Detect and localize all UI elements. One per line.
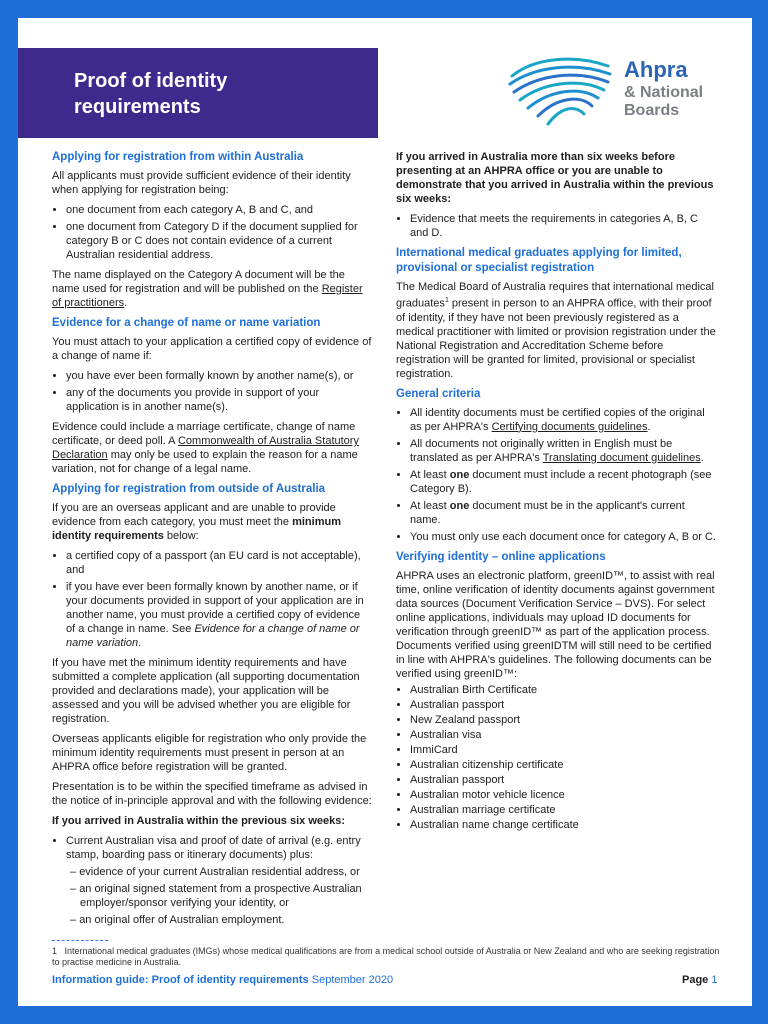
register-link[interactable]: Register of practitioners (52, 283, 363, 309)
footnote-divider (52, 940, 108, 941)
outside-list (52, 549, 372, 650)
visa-list (52, 834, 372, 927)
footnote (52, 946, 722, 968)
para-outside: If you are an overseas applicant and are unable to provide evidence from each category, you must meet the minimum identity requirements below: (52, 502, 341, 542)
greenid-documents-list (396, 683, 716, 832)
list-item: • Australian citizenship certificate (410, 758, 716, 772)
list-item: • if you have ever been formally known by another name, or if your documents provided in support of your application are in another name, you must provide a certified copy of evidence of a change in name. See Evidence for a change of name or name variation. (66, 580, 372, 650)
list-item: • Current Australian visa and proof of date of arrival (e.g. entry stamp, boarding pass or itinerary documents) plus: – evidence of your current Australian residential address, or – an original signed statement from a prospective Australian employer/sponsor verifying your identity, or – an original offer of Australian employment. (66, 834, 372, 927)
heading-img: International medical graduates applying for limited, provisional or specialist registration (396, 247, 682, 274)
ahpra-logo (504, 46, 734, 136)
para-evidence: Evidence could include a marriage certificate, change of name certificate, or deed poll. A Commonwealth of Australia Statutory Declaration may only be used to explain the reason for a name variation, not for change of a legal name. (52, 421, 359, 475)
list-item: • Australian visa (410, 728, 716, 742)
list-item: • New Zealand passport (410, 713, 716, 727)
para-within: All applicants must provide sufficient evidence of their identity when applying for registration being: (52, 170, 351, 196)
list-item: • one document from Category D if the document supplied for category B or C does not contain evidence of a current Australian residential address. (66, 220, 372, 262)
certifying-guidelines-link[interactable]: Certifying documents guidelines (491, 420, 648, 433)
page-title: Proof of identity requirements (74, 70, 228, 118)
page-number: Page 1 (682, 974, 718, 986)
para-verify: AHPRA uses an electronic platform, greenID™, to assist with real time, online verification of identity documents against government data sources (Document Verification Service – DVS). For select online applications, individuals may upload ID documents for verification through greenID™ as part of the application process. Documents verified using greenIDTM will still need to be certified in line with AHPRA's guidelines. The following documents can be verified using greenID™: (396, 569, 715, 680)
list-item: • Australian Birth Certificate (410, 683, 716, 697)
para-change: You must attach to your application a certified copy of evidence of a change of name if: (52, 336, 372, 362)
list-item: • you have ever been formally known by another name(s), or (66, 369, 372, 383)
change-list (52, 369, 372, 414)
footer-date: September 2020 (311, 974, 394, 986)
dash-list (66, 865, 372, 927)
list-item: • one document from each category A, B and C, and (66, 203, 372, 217)
heading-verifying-identity: Verifying identity – online applications (396, 550, 606, 563)
para-presentation: Presentation is to be within the specified timeframe as advised in the notice of in-principle approval and with the following evidence: (52, 781, 372, 807)
logo-mark-icon (504, 46, 616, 136)
para-more-six-weeks: If you arrived in Australia more than six weeks before presenting at an AHPRA office or you are unable to demonstrate that you arrived in Australia within the previous six weeks: (396, 151, 714, 205)
within-list (52, 203, 372, 262)
list-item: • At least one document must be in the applicant's current name. (410, 499, 716, 527)
dash-item: – an original offer of Australian employment. (80, 913, 372, 927)
list-item: • Australian motor vehicle licence (410, 788, 716, 802)
para-img: The Medical Board of Australia requires that international medical graduates$^1$ present in person to an AHPRA office, with their proof of identity, if they have not been previously registered as a medical practitioner with limited or provision registration under the National Registration and Accreditation Scheme before registration will be granted for limited, provisional or specialist registration. (396, 281, 716, 380)
list-item: • Australian passport (410, 698, 716, 712)
title-banner (18, 48, 378, 138)
statutory-declaration-link[interactable]: Commonwealth of Australia Statutory Declaration (52, 435, 359, 461)
list-item: • All identity documents must be certified copies of the original as per AHPRA's Certifying documents guidelines. (410, 406, 716, 434)
page-border-right (752, 0, 768, 1024)
list-item: • Evidence that meets the requirements in categories A, B, C and D. (410, 212, 716, 240)
logo-brand: Ahpra (624, 57, 688, 82)
heading-change-of-name: Evidence for a change of name or name variation (52, 317, 321, 329)
para-overseas: Overseas applicants eligible for registration who only provide the minimum identity requirements must present in person at an AHPRA office before registration will be granted. (52, 733, 367, 773)
heading-within-australia: Applying for registration from within Australia (52, 151, 304, 163)
translating-guidelines-link[interactable]: Translating document guidelines (542, 451, 701, 464)
list-item: • a certified copy of a passport (an EU card is not acceptable), and (66, 549, 372, 577)
heading-general-criteria: General criteria (396, 387, 481, 400)
list-item: • Australian name change certificate (410, 818, 716, 832)
left-column (52, 150, 372, 933)
list-item: • any of the documents you provide in support of your application is in another name(s). (66, 386, 372, 414)
list-item: • Australian passport (410, 773, 716, 787)
heading-outside-australia: Applying for registration from outside of Australia (52, 483, 326, 495)
footnote-number: 1 (52, 946, 58, 956)
dash-item: – an original signed statement from a prospective Australian employer/sponsor verifying your identity, or (80, 882, 372, 910)
abcd-list (396, 212, 716, 240)
footer-guide (52, 974, 393, 986)
logo-subtitle: & National Boards (624, 84, 704, 119)
footnote-text: International medical graduates (IMGs) whose medical qualifications are from a medical school outside of Australia or New Zealand and who are seeking registration to practise medicine in Australia. (52, 946, 720, 967)
para-name: The name displayed on the Category A document will be the name used for registration and will be published on the Register of practitioners. (52, 269, 363, 309)
general-criteria-list (396, 406, 716, 544)
para-within-six-weeks: If you arrived in Australia within the previous six weeks: (52, 815, 346, 827)
right-column (396, 150, 716, 838)
list-item: • Australian marriage certificate (410, 803, 716, 817)
footer-guide-title: Information guide: Proof of identity requirements (52, 974, 309, 986)
footnote-ref: 1 (444, 297, 449, 304)
para-met: If you have met the minimum identity requirements and have submitted a complete application (all supporting documentation provided and declarations made), your application will be assessed and you will be advised whether you are eligible for registration. (52, 657, 360, 725)
list-item: • At least one document must include a recent photograph (see Category B). (410, 468, 716, 496)
list-item: • All documents not originally written in English must be translated as per AHPRA's Translating document guidelines. (410, 437, 716, 465)
list-item: • You must only use each document once for category A, B or C. (410, 530, 716, 544)
dash-item: – evidence of your current Australian residential address, or (80, 865, 372, 879)
list-item: • ImmiCard (410, 743, 716, 757)
